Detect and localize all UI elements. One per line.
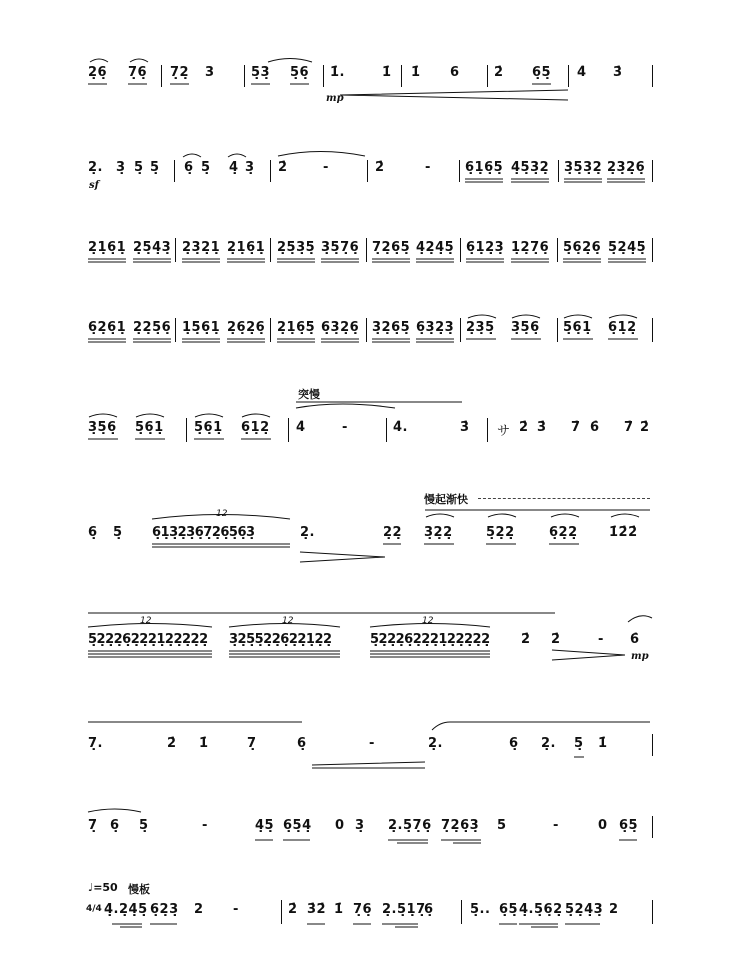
slur bbox=[228, 154, 246, 157]
note-group: 2̣2̣5̣6̣ bbox=[133, 320, 172, 335]
note-group: 3̣2̣6̣5̣ bbox=[372, 320, 411, 335]
note-group: 4̣.5̣6̣2̣ bbox=[519, 902, 563, 917]
note: 6̇ bbox=[590, 420, 600, 435]
note-group: 1̣2̣7̣6̣ bbox=[511, 240, 550, 255]
note-group: 2̣6̣2̣6̣ bbox=[227, 320, 266, 335]
note-group: 4̣2̣4̣5̣ bbox=[416, 240, 455, 255]
note: 6̣ bbox=[110, 818, 120, 833]
note-group: 2̣1̣6̣1̣ bbox=[88, 240, 127, 255]
dynamic-mark: mp bbox=[326, 93, 344, 104]
note: 4̇ bbox=[296, 420, 306, 435]
note: 2̇ bbox=[551, 632, 561, 647]
tuplet-number: 12 bbox=[140, 616, 152, 626]
rest: 0 bbox=[598, 818, 608, 833]
note-group: 6̣2̣6̣1̣ bbox=[88, 320, 127, 335]
slur bbox=[88, 809, 141, 812]
note-group: 6̣1̣6̣5̣ bbox=[465, 160, 504, 175]
tuplet-number: 12 bbox=[216, 509, 228, 519]
note-group: 6̣1̣2̣ bbox=[241, 420, 270, 435]
note-group: 2̣3̣5̣ bbox=[466, 320, 495, 335]
note: 1̇ bbox=[411, 65, 421, 80]
note: 3̇ bbox=[460, 420, 470, 435]
long-slur bbox=[432, 722, 650, 730]
note-group: 5̣2̣2̣ bbox=[486, 525, 515, 540]
note: 2 bbox=[609, 902, 619, 917]
note: 5̣ bbox=[150, 160, 160, 175]
note-group: 7̣6̣ bbox=[353, 902, 373, 917]
note-group: 2̣1̣6̣1̣ bbox=[227, 240, 266, 255]
note-group: 2̣6̣ bbox=[88, 65, 108, 80]
note-group: 3̣2̣2̣ bbox=[424, 525, 453, 540]
note-group: 1̣5̣6̣1̣ bbox=[182, 320, 221, 335]
note-group: 7̣6̣ bbox=[128, 65, 148, 80]
dash: - bbox=[342, 420, 348, 435]
note-group: 1̇2̇2̇ bbox=[609, 525, 638, 540]
hairpin bbox=[552, 650, 625, 660]
note-group: 6̣3̣2̣6̣ bbox=[321, 320, 360, 335]
note: 2̣. bbox=[428, 736, 443, 751]
note: 7̣ bbox=[88, 818, 98, 833]
note: 2̣. bbox=[88, 160, 103, 175]
beam bbox=[152, 544, 290, 547]
dash: - bbox=[425, 160, 431, 175]
dash: - bbox=[323, 160, 329, 175]
note: 6̣ bbox=[88, 525, 98, 540]
note: 5̣ bbox=[139, 818, 149, 833]
note-group: 4̣5̣3̣2̣ bbox=[511, 160, 550, 175]
dynamic-mark: mp bbox=[631, 651, 649, 662]
note-group: 6̣5̣ bbox=[532, 65, 552, 80]
note-group: 7̣2̣6̣3̣ bbox=[441, 818, 480, 833]
slur bbox=[628, 616, 652, 622]
note: 7̇ bbox=[571, 420, 581, 435]
note-group: 5̣6̣1̣ bbox=[135, 420, 164, 435]
note: 5̣.. bbox=[470, 902, 491, 917]
note: 6 bbox=[450, 65, 460, 80]
note: 6̣ bbox=[424, 902, 434, 917]
note: 1̇ bbox=[334, 902, 344, 917]
dash: - bbox=[202, 818, 208, 833]
note: 1̇ bbox=[598, 736, 608, 751]
note: 2̇ bbox=[521, 632, 531, 647]
note-group: 6̣5̣4̣ bbox=[283, 818, 312, 833]
note: 6̣ bbox=[184, 160, 194, 175]
hairpin bbox=[300, 552, 385, 562]
tempo-text: 慢起渐快 bbox=[424, 493, 468, 506]
note: 5̣ bbox=[113, 525, 123, 540]
hairpin bbox=[340, 90, 568, 100]
note: 2̇ bbox=[519, 420, 529, 435]
dash: - bbox=[233, 902, 239, 917]
note: 1̇ bbox=[382, 65, 392, 80]
note: 3̣ bbox=[116, 160, 126, 175]
tuplet-number: 12 bbox=[422, 616, 434, 626]
note: 2̣. bbox=[541, 736, 556, 751]
dash: - bbox=[369, 736, 375, 751]
note: 7̣. bbox=[88, 736, 103, 751]
note-group: 4̣5̣ bbox=[255, 818, 275, 833]
note-group: 5̣6̣1̣ bbox=[563, 320, 592, 335]
slur bbox=[90, 59, 108, 62]
slur bbox=[268, 59, 312, 63]
slur bbox=[183, 154, 201, 157]
note: 7̣ bbox=[247, 736, 257, 751]
note-group: 3̣5̣7̣6̣ bbox=[321, 240, 360, 255]
slur bbox=[278, 152, 365, 157]
note-group: 7̣2̣6̣5̣ bbox=[372, 240, 411, 255]
note-group: 2̣2̣ bbox=[383, 525, 403, 540]
note-group: 5̣2̣4̣5̣ bbox=[608, 240, 647, 255]
note: 4̇. bbox=[393, 420, 408, 435]
note: 3 bbox=[205, 65, 215, 80]
metronome-mark: ♩=50 bbox=[88, 881, 118, 894]
note-group: 7̣2̣ bbox=[170, 65, 190, 80]
note: 6̣ bbox=[509, 736, 519, 751]
slur bbox=[130, 59, 148, 62]
triplet-slur bbox=[426, 514, 639, 517]
dynamic-mark: sf bbox=[89, 180, 99, 191]
note-group: 2̣3̣2̣1̣ bbox=[182, 240, 221, 255]
note-group: 4̣.2̣4̣5̣ bbox=[104, 902, 148, 917]
note: 2 bbox=[194, 902, 204, 917]
hairpin bbox=[312, 762, 425, 768]
note-group: 3̣5̣6̣ bbox=[88, 420, 117, 435]
note-group: 6̣5̣ bbox=[499, 902, 519, 917]
time-signature: 4/4 bbox=[86, 904, 102, 914]
note-group: 6̣1̣2̣ bbox=[608, 320, 637, 335]
note-group: 5̣6̣2̣6̣ bbox=[563, 240, 602, 255]
note-group: 3̣5̣6̣ bbox=[511, 320, 540, 335]
note: 4̇ bbox=[577, 65, 587, 80]
tuplet-number: 12 bbox=[282, 616, 294, 626]
note-group: 3̇2̇ bbox=[307, 902, 327, 917]
note-run: 6̣1̣3̣2̣3̣6̣7̣2̣6̣5̣6̣3̣ bbox=[152, 525, 255, 540]
note: 2̇ bbox=[640, 420, 650, 435]
note-group: 3̣5̣3̣2̣ bbox=[564, 160, 603, 175]
note: 5̣ bbox=[201, 160, 211, 175]
note: 1̇ bbox=[199, 736, 209, 751]
triplet-slur bbox=[468, 315, 637, 318]
note-group: 5̣6̣1̣ bbox=[194, 420, 223, 435]
note-group: 2̣5̣3̣5̣ bbox=[277, 240, 316, 255]
note-group: 6̣2̣3̣ bbox=[150, 902, 179, 917]
note-group: 5̣3̣ bbox=[251, 65, 271, 80]
tempo-text: 慢板 bbox=[128, 883, 150, 896]
note: 6̇ bbox=[630, 632, 640, 647]
note-group: 5̣6̣ bbox=[290, 65, 310, 80]
note: 3̇ bbox=[537, 420, 547, 435]
dash: - bbox=[553, 818, 559, 833]
slur bbox=[296, 404, 395, 408]
note-run: 5̣2̣2̣2̣6̣2̣2̣2̣1̣2̣2̣2̣2̣2̣ bbox=[370, 632, 490, 647]
triplet-slur bbox=[89, 414, 270, 417]
note-group: 2̣.5̣1̣7̣ bbox=[382, 902, 426, 917]
dash: - bbox=[598, 632, 604, 647]
tempo-text: 突慢 bbox=[298, 388, 320, 401]
free-tempo-mark: サ bbox=[497, 424, 511, 439]
note-group: 6̣2̣2̣ bbox=[549, 525, 578, 540]
note: 3̣ bbox=[245, 160, 255, 175]
note-run: 5̣2̣2̣2̣6̣2̣2̣2̣1̣2̣2̣2̣2̣2̣ bbox=[88, 632, 208, 647]
note-group: 6̣1̣2̣3̣ bbox=[466, 240, 505, 255]
note: 2̇ bbox=[288, 902, 298, 917]
note: 3̣ bbox=[355, 818, 365, 833]
note-group: 2̣5̣4̣3̣ bbox=[133, 240, 172, 255]
note: 2̣. bbox=[300, 525, 315, 540]
note: 5 bbox=[497, 818, 507, 833]
note: 5̣ bbox=[574, 736, 584, 751]
note: 2̇ bbox=[278, 160, 288, 175]
note-group: 2̣.5̣7̣6̣ bbox=[388, 818, 432, 833]
note: 2̇ bbox=[494, 65, 504, 80]
note: 2̇ bbox=[167, 736, 177, 751]
tuplet-slur bbox=[152, 515, 290, 520]
note-run: 3̣2̣5̣5̣2̣2̣6̣2̣2̣1̣2̣2̣ bbox=[229, 632, 332, 647]
note-group: 5̣2̣4̣3̣ bbox=[565, 902, 604, 917]
note: 5̣ bbox=[134, 160, 144, 175]
note-group: 2̣3̣2̣6̣ bbox=[607, 160, 646, 175]
note: 3̇ bbox=[613, 65, 623, 80]
note-group: 6̣5̣ bbox=[619, 818, 639, 833]
rest: 0 bbox=[335, 818, 345, 833]
note-group: 2̣1̣6̣5̣ bbox=[277, 320, 316, 335]
note-group: 6̣3̣2̣3̣ bbox=[416, 320, 455, 335]
note: 2̇ bbox=[375, 160, 385, 175]
note: 7̇ bbox=[624, 420, 634, 435]
note: 4̣ bbox=[229, 160, 239, 175]
note: 6̣ bbox=[297, 736, 307, 751]
tuplet-slur bbox=[88, 624, 490, 628]
note: 1̇. bbox=[330, 65, 345, 80]
